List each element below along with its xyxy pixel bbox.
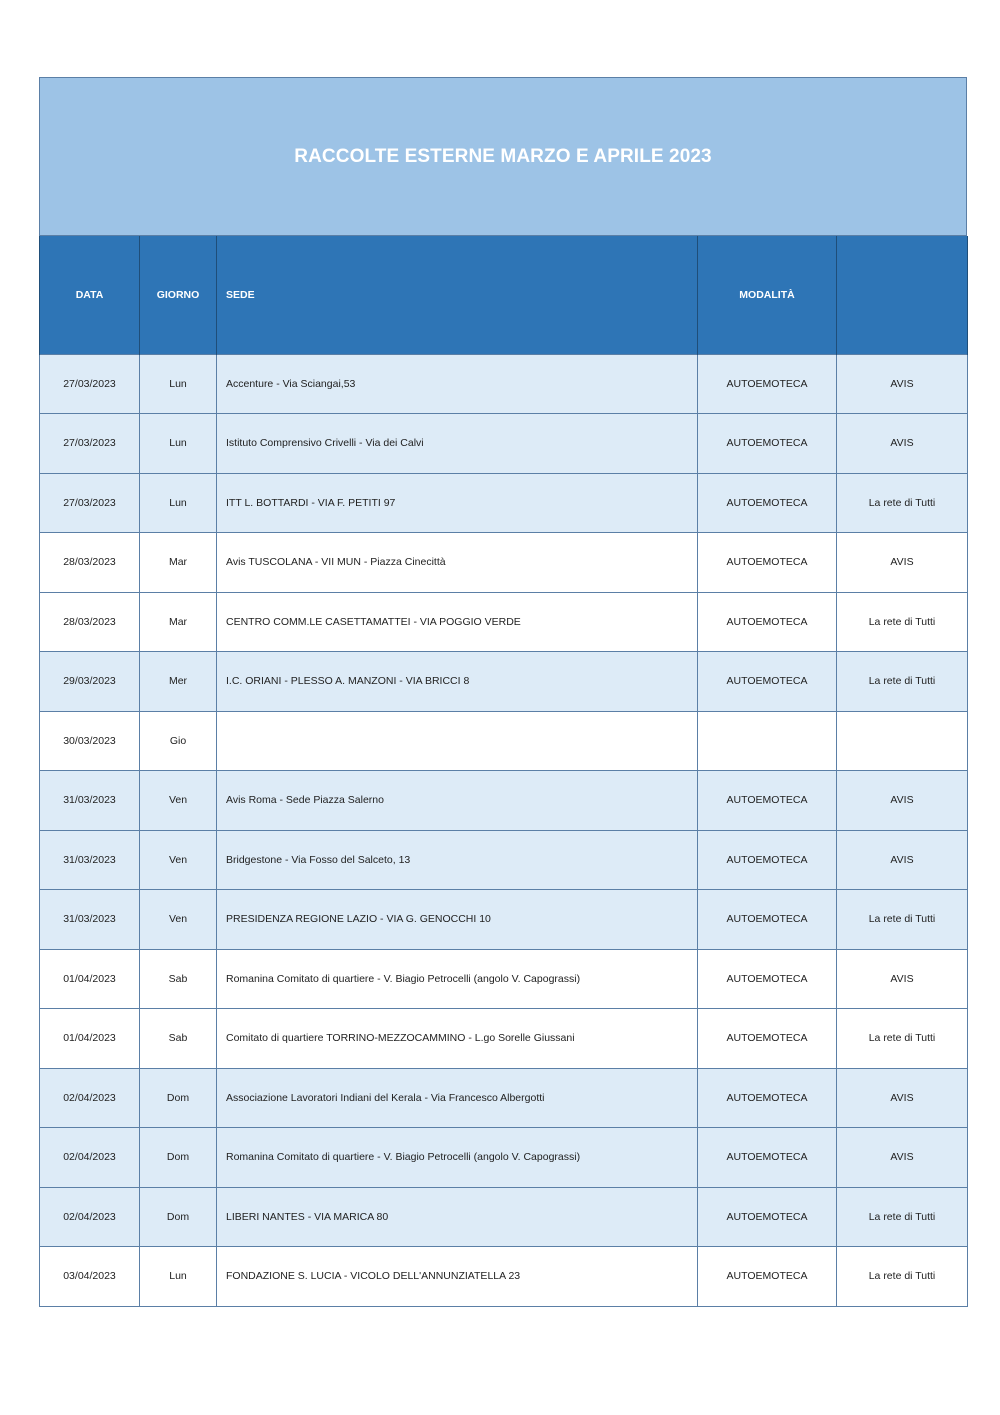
table-row [40,830,968,890]
cell-giorno: Dom [140,1128,217,1188]
cell-giorno: Lun [140,354,217,414]
cell-sede: Comitato di quartiere TORRINO-MEZZOCAMMINO - L.go Sorelle Giussani [217,1009,698,1069]
cell-modalita: AUTOEMOTECA [698,890,837,950]
cell-sede: CENTRO COMM.LE CASETTAMATTEI - VIA POGGIO VERDE [217,592,698,652]
table-row [40,771,968,831]
column-header-sede: SEDE [217,236,698,354]
cell-sede: PRESIDENZA REGIONE LAZIO - VIA G. GENOCCHI 10 [217,890,698,950]
cell-data: 28/03/2023 [40,533,140,593]
cell-data: 01/04/2023 [40,1009,140,1069]
table-row [40,592,968,652]
cell-data: 31/03/2023 [40,830,140,890]
cell-sede: Istituto Comprensivo Crivelli - Via dei Calvi [217,414,698,474]
table-row [40,1068,968,1128]
table-row [40,1009,968,1069]
cell-organization: La rete di Tutti [837,1247,968,1307]
page-title: RACCOLTE ESTERNE MARZO E APRILE 2023 [294,145,712,167]
cell-modalita: AUTOEMOTECA [698,830,837,890]
cell-modalita: AUTOEMOTECA [698,1187,837,1247]
cell-data: 02/04/2023 [40,1187,140,1247]
cell-organization: La rete di Tutti [837,1187,968,1247]
column-header-organization [837,236,968,354]
cell-modalita: AUTOEMOTECA [698,1128,837,1188]
cell-organization: AVIS [837,771,968,831]
cell-modalita: AUTOEMOTECA [698,1009,837,1069]
cell-data: 02/04/2023 [40,1128,140,1188]
cell-sede [217,711,698,771]
table-row [40,652,968,712]
table-header-row [40,236,968,354]
title-band [39,77,967,236]
cell-organization: AVIS [837,1128,968,1188]
cell-sede: I.C. ORIANI - PLESSO A. MANZONI - VIA BRICCI 8 [217,652,698,712]
cell-sede: ITT L. BOTTARDI - VIA F. PETITI 97 [217,473,698,533]
table-row [40,890,968,950]
cell-data: 29/03/2023 [40,652,140,712]
cell-data: 01/04/2023 [40,949,140,1009]
table-row [40,1247,968,1307]
cell-data: 27/03/2023 [40,354,140,414]
cell-organization: AVIS [837,414,968,474]
cell-organization: La rete di Tutti [837,652,968,712]
cell-giorno: Sab [140,949,217,1009]
cell-modalita: AUTOEMOTECA [698,473,837,533]
cell-organization: AVIS [837,830,968,890]
cell-modalita: AUTOEMOTECA [698,1247,837,1307]
table-row [40,1187,968,1247]
cell-giorno: Ven [140,771,217,831]
column-header-data: DATA [40,236,140,354]
cell-sede: Avis TUSCOLANA - VII MUN - Piazza Cinecittà [217,533,698,593]
cell-organization: La rete di Tutti [837,890,968,950]
cell-data: 30/03/2023 [40,711,140,771]
cell-modalita: AUTOEMOTECA [698,949,837,1009]
table-row [40,1128,968,1188]
cell-sede: Avis Roma - Sede Piazza Salerno [217,771,698,831]
cell-data: 27/03/2023 [40,414,140,474]
cell-organization [837,711,968,771]
cell-giorno: Sab [140,1009,217,1069]
cell-modalita: AUTOEMOTECA [698,771,837,831]
cell-giorno: Lun [140,414,217,474]
cell-modalita: AUTOEMOTECA [698,533,837,593]
cell-modalita: AUTOEMOTECA [698,354,837,414]
table-row [40,473,968,533]
cell-modalita: AUTOEMOTECA [698,592,837,652]
cell-modalita: AUTOEMOTECA [698,414,837,474]
cell-data: 31/03/2023 [40,890,140,950]
cell-sede: Associazione Lavoratori Indiani del Kerala - Via Francesco Albergotti [217,1068,698,1128]
cell-data: 02/04/2023 [40,1068,140,1128]
table-row [40,949,968,1009]
cell-organization: AVIS [837,354,968,414]
cell-sede: FONDAZIONE S. LUCIA - VICOLO DELL'ANNUNZIATELLA 23 [217,1247,698,1307]
table-body [40,354,968,1306]
cell-giorno: Lun [140,473,217,533]
cell-sede: Romanina Comitato di quartiere - V. Biagio Petrocelli (angolo V. Capograssi) [217,949,698,1009]
cell-organization: AVIS [837,1068,968,1128]
table-row [40,711,968,771]
cell-giorno: Mar [140,592,217,652]
column-header-modalita: MODALITÀ [698,236,837,354]
cell-modalita: AUTOEMOTECA [698,652,837,712]
cell-sede: Bridgestone - Via Fosso del Salceto, 13 [217,830,698,890]
cell-modalita: AUTOEMOTECA [698,1068,837,1128]
cell-giorno: Gio [140,711,217,771]
cell-giorno: Ven [140,830,217,890]
cell-modalita [698,711,837,771]
cell-sede: LIBERI NANTES - VIA MARICA 80 [217,1187,698,1247]
table-row [40,354,968,414]
table-row [40,414,968,474]
cell-sede: Accenture - Via Sciangai,53 [217,354,698,414]
cell-data: 28/03/2023 [40,592,140,652]
cell-data: 03/04/2023 [40,1247,140,1307]
cell-sede: Romanina Comitato di quartiere - V. Biagio Petrocelli (angolo V. Capograssi) [217,1128,698,1188]
cell-organization: La rete di Tutti [837,592,968,652]
table-row [40,533,968,593]
cell-giorno: Dom [140,1068,217,1128]
cell-data: 27/03/2023 [40,473,140,533]
cell-giorno: Mar [140,533,217,593]
cell-giorno: Mer [140,652,217,712]
cell-organization: La rete di Tutti [837,473,968,533]
cell-organization: La rete di Tutti [837,1009,968,1069]
cell-giorno: Lun [140,1247,217,1307]
cell-giorno: Ven [140,890,217,950]
cell-organization: AVIS [837,949,968,1009]
schedule-table [39,236,968,1307]
column-header-giorno: GIORNO [140,236,217,354]
cell-giorno: Dom [140,1187,217,1247]
cell-organization: AVIS [837,533,968,593]
cell-data: 31/03/2023 [40,771,140,831]
schedule-sheet [39,77,967,1307]
